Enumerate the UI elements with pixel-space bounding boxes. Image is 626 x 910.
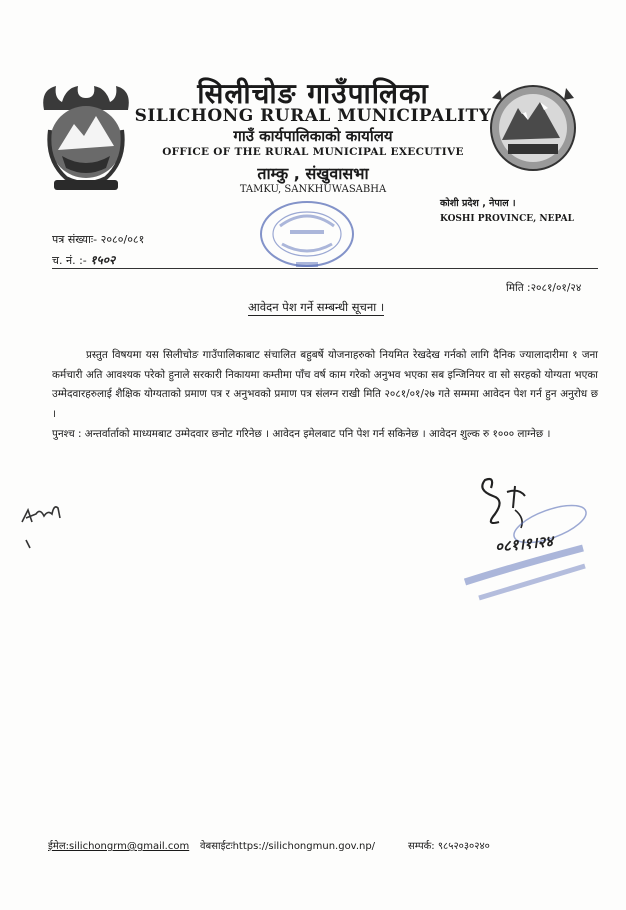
letter-number [52,232,144,247]
dispatch-number [52,251,115,268]
notice-title [248,300,384,315]
municipality-name-nepali: सिलीचोङ गाउँपालिका [197,77,429,110]
signature-date: ०८१।१।२४ [494,532,554,556]
notice-title-text: आवेदन पेश गर्ने सम्बन्धी सूचना । [248,300,385,314]
location-english: TAMKU, SANKHUWASABHA [239,184,387,195]
letter-number-value: २०८०/०८१ [100,233,145,246]
office-name-english: OFFICE OF THE RURAL MUNICIPAL EXECUTIVE [162,146,464,158]
footer-phone: सम्पर्क: ९८५२०३०२४० [408,841,490,852]
letter-date: मिति :२०८१/०१/२४ [506,282,582,294]
footer-email[interactable]: ईमेल:silichongrm@gmail.com [48,841,190,852]
dispatch-number-label: च. नं. :- [52,254,87,267]
office-name-nepali: गाउँ कार्यपालिकाको कार्यालय [233,127,393,145]
office-stamp-icon [252,196,362,278]
header-divider [52,268,598,269]
province-english: KOSHI PROVINCE, NEPAL [440,214,574,224]
letter-number-label: पत्र संख्याः- [52,233,98,246]
handwritten-note-icon [18,500,78,560]
notice-paragraph-2: पुनश्च : अन्तर्वार्ताको माध्यमबाट उम्मेदवार छनोट गरिनेछ । आवेदन इमेलबाट पनि पेश गर्न सकिनेछ । आवेदन शुल्क रु १००० लाग्नेछ । [52,428,551,440]
location-nepali: ताम्कु , संखुवासभा [257,164,369,183]
signature-icon [455,470,605,610]
province-nepali: कोशी प्रदेश , नेपाल । [440,198,516,209]
notice-paragraph-1: प्रस्तुत विषयमा यस सिलीचोङ गाउँपालिकाबाट संचालित बहुबर्षे योजनाहरुको नियमित रेखदेख गर्नको लागि दैनिक ज्यालादारीमा १ जना कर्मचारी अति आवश्यक परेको हुनाले सरकारी निकायमा कम्तीमा पाँच वर्ष काम गरेको अनुभव भएका सब इन्जिनियर वा सो सरहको योग्यता भएका उम्मेदवारहरुलाई शैक्षिक योग्यताको प्रमाण पत्र र अनुभवको प्रमाण पत्र संलग्न राखी मिति २०८१/०१/२७ गते सम्ममा आवेदन पेश गर्न हुन अनुरोध छ । [52,349,598,420]
municipality-name-english: SILICHONG RURAL MUNICIPALITY [134,106,492,126]
footer-website[interactable]: वेबसाईटःhttps://silichongmun.gov.np/ [200,841,376,852]
dispatch-number-value: १५०२ [90,253,116,267]
